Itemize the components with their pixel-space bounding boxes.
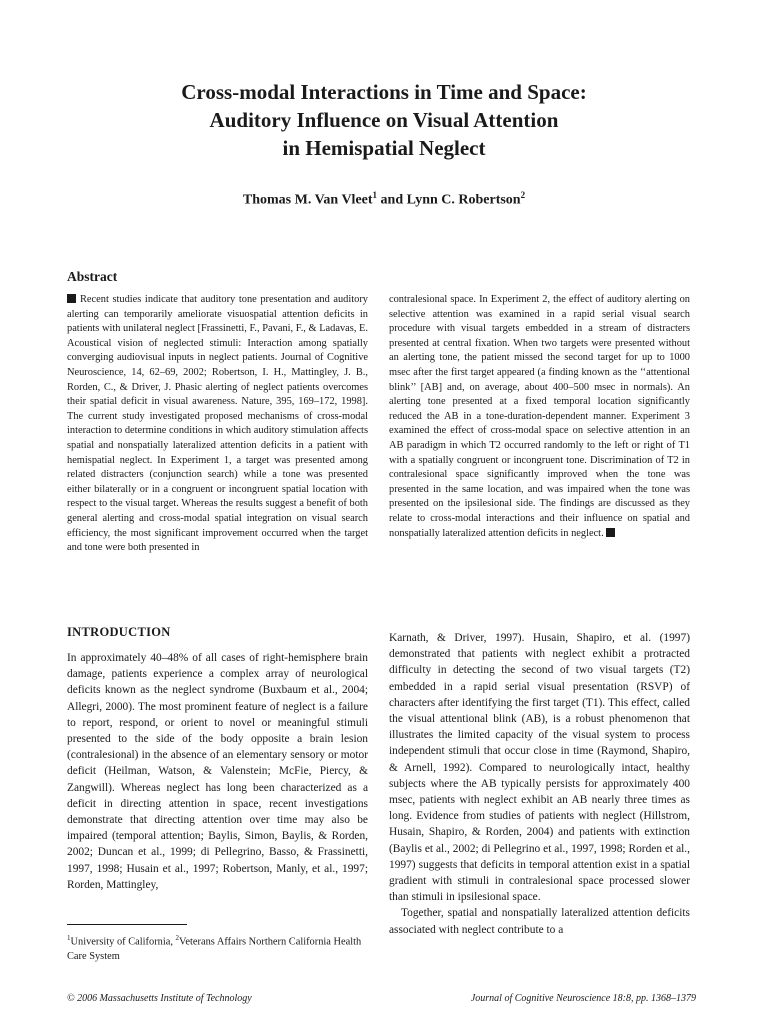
introduction-column-right — [389, 630, 690, 938]
affiliation-footnote — [67, 931, 368, 965]
title-line-3: in Hemispatial Neglect — [282, 136, 486, 160]
footnote-divider — [67, 924, 187, 925]
abstract-end-marker — [606, 528, 615, 537]
author-joiner: and — [377, 192, 407, 208]
introduction-heading: INTRODUCTION — [67, 625, 171, 639]
abstract-start-marker — [67, 294, 76, 303]
author-affiliation-mark-2: 2 — [520, 190, 526, 200]
abstract-column-left — [67, 293, 368, 556]
footnote-mark-1: 1 — [67, 934, 71, 942]
introduction-text-right: Karnath, & Driver, 1997). Husain, Shapiro, et al. (1997) demonstrated that patients with neglect exhibit a protracted difficulty in detecting the second of two visual targets (T2) embedded in a rapid serial visual presentation (RSVP) of characters after identifying the first target (T1). This effect, called the visual attentional blink (AB), is a robust phenomenon that illustrates the limited capacity of the visual system to process independent stimuli that occur close in time (Raymond, Shapiro, & Arnell, 1992). Compared to neurologically intact, healthy subjects where the AB typically persists for approximately 400 msec, patients with neglect exhibit an AB nearly three times as long. Evidence from studies of patients with neglect (Hillstrom, Husain, Shapiro, & Rorden, 2004) and patients with extinction (Baylis et al., 2002; di Pellegrino et al., 1997, 1998; Rorden et al., 1997) suggests that deficits in temporal attention exist in a spatial gradient with stimuli in contralesional space processed slower than stimuli in ipsilesional space. — [389, 632, 690, 904]
abstract-heading: Abstract — [67, 269, 118, 284]
introduction-text-right-paragraph-2: Together, spatial and nonspatially lateralized attention deficits associated with neglect contribute to a — [389, 907, 690, 936]
footnote-mark-2: 2 — [175, 934, 180, 942]
author-affiliation-mark-1: 1 — [372, 190, 378, 200]
affiliation-1: University of California, — [70, 936, 176, 948]
abstract-text-right: contralesional space. In Experiment 2, the effect of auditory alerting on selective attention was examined in a rapid serial visual search procedure with visual targets embedded in a stream of distracters presented at central fixation. When two targets were presented without an alerting tone, the patient missed the second target for up to 1000 msec after the first target appeared (a finding known as the ‘‘attentional blink’’ [AB] and, on average, about 400–500 msec in normals). An alerting tone presented at a fixed temporal location significantly reduced the AB in a tone-duration-dependent manner. Experiment 3 examined the effect of cross-modal space on selective attention in an AB paradigm in which T2 occurred randomly to the left or right of T1 with a spatially congruent or incongruent tone. Discrimination of T2 in contralesional space significantly improved when the tone was presented in the same location, and was impaired when the tone was presented on the ipsilesional side. The findings are discussed as they relate to cross-modal interactions and their influence on spatial and nonspatially lateralized attention deficits in neglect. — [389, 294, 690, 539]
copyright-footer: © 2006 Massachusetts Institute of Technology — [67, 993, 252, 1004]
introduction-column-left — [67, 650, 368, 893]
author-name-1: Thomas M. Van Vleet — [242, 192, 373, 208]
introduction-text-left: In approximately 40–48% of all cases of right-hemisphere brain damage, patients experience a complex array of neurological deficits known as the neglect syndrome (Buxbaum et al., 2004; Allegri, 2000). The most prominent feature of neglect is a failure to report, respond, or orient to novel or meaningful stimuli presented to the side of the body opposite a brain lesion (contralesional) in the absence of an elementary sensory or motor deficit (Heilman, Watson, & Valenstein; McFie, Piercy, & Zangwill). Whereas neglect has long been characterized as a deficit in directing attention in space, recent investigations demonstrate that directing attention over time may also be impaired (temporal attention; Baylis, Simon, Baylis, & Rorden, 2002; Duncan et al., 1999; di Pellegrino, Basso, & Frassinetti, 1997, 1998; Husain et al., 1997; Robertson, Manly, et al., 1997; Rorden, Mattingley, — [67, 652, 368, 891]
paper-title — [60, 78, 708, 162]
affiliation-2: Veterans Affairs Northern California Health Care System — [67, 936, 362, 963]
title-line-1: Cross-modal Interactions in Time and Space: — [181, 80, 587, 104]
author-name-2: Lynn C. Robertson — [406, 192, 521, 208]
journal-citation-footer: Journal of Cognitive Neuroscience 18:8, pp. 1368–1379 — [470, 993, 696, 1004]
abstract-text-left: Recent studies indicate that auditory tone presentation and auditory alerting can temporarily ameliorate visuospatial attention deficits in patients with unilateral neglect [Frassinetti, F., Pavani, F., & Ladavas, E. Acoustical vision of neglected stimuli: Interaction among spatially converging audiovisual inputs in neglect patients. Journal of Cognitive Neuroscience, 14, 62–69, 2002; Robertson, I. H., Mattingley, J. B., Rorden, C., & Driver, J. Phasic alerting of neglect patients overcomes their spatial deficit in visual awareness. Nature, 395, 169–172, 1998]. The current study investigated proposed mechanisms of cross-modal interaction to determine conditions in which auditory stimulation affects spatial and nonspatially lateralized attention deficits in a patient with hemispatial neglect. In Experiment 1, a target was presented among related distracters (conjunction search) while a tone was presented either bilaterally or in a congruent or incongruent spatial location with respect to the visual target. Whereas the results suggest a benefit of both general alerting and cross-modal spatial integration on visual search efficiency, the most significant improvement occurred when the target and tone were both presented in — [67, 294, 368, 554]
author-list — [60, 190, 708, 209]
title-line-2: Auditory Influence on Visual Attention — [209, 108, 559, 132]
abstract-column-right — [389, 293, 690, 541]
